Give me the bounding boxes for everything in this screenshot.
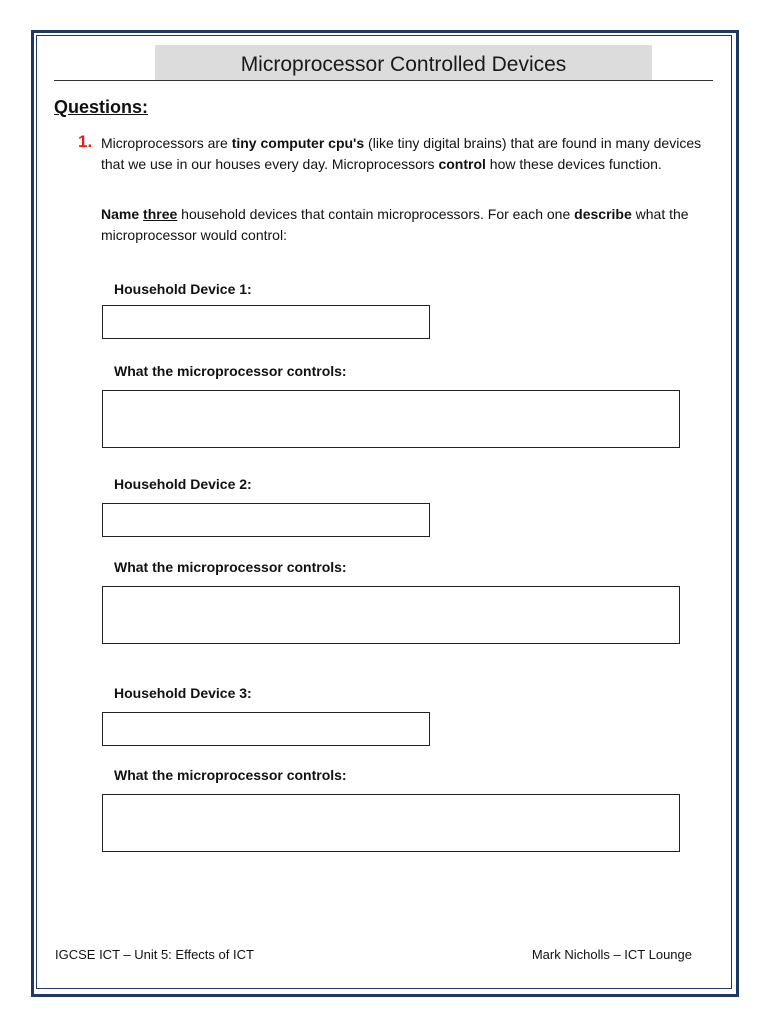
- device-1-controls-input[interactable]: [102, 390, 680, 448]
- instruction-text-2: what the microprocessor would control:: [101, 206, 689, 243]
- device-1-controls-label: What the microprocessor controls:: [114, 363, 347, 379]
- device-3-input[interactable]: [102, 712, 430, 746]
- device-3-controls-label: What the microprocessor controls:: [114, 767, 347, 783]
- intro-text-2: (like tiny digital brains) that are found in many devices that we use in our houses every day. Microprocessors: [101, 135, 702, 172]
- questions-heading: Questions:: [54, 97, 149, 117]
- intro-bold-1: tiny computer cpu's: [231, 135, 365, 151]
- question-intro-paragraph: [101, 133, 711, 175]
- intro-bold-2: control: [438, 156, 486, 172]
- instruction-bold-2: describe: [574, 206, 632, 222]
- intro-text-1: Microprocessors are: [101, 135, 232, 151]
- device-1-input[interactable]: [102, 305, 430, 339]
- instruction-bold-underline: three: [143, 206, 178, 222]
- question-number: 1.: [78, 132, 93, 151]
- instruction-bold-1: Name: [101, 206, 144, 222]
- device-2-controls-input[interactable]: [102, 586, 680, 644]
- device-2-label: Household Device 2:: [114, 476, 252, 492]
- device-1-label: Household Device 1:: [114, 281, 252, 297]
- footer-author: Mark Nicholls – ICT Lounge: [531, 947, 692, 962]
- device-3-label: Household Device 3:: [114, 685, 252, 701]
- device-2-input[interactable]: [102, 503, 430, 537]
- intro-text-3: how these devices function.: [485, 156, 662, 172]
- title-divider: [54, 80, 713, 81]
- footer-unit: IGCSE ICT – Unit 5: Effects of ICT: [55, 947, 254, 962]
- instruction-text-1: household devices that contain microprocessors. For each one: [177, 206, 575, 222]
- device-2-controls-label: What the microprocessor controls:: [114, 559, 347, 575]
- page-title: Microprocessor Controlled Devices: [155, 45, 652, 80]
- question-instruction-paragraph: [101, 204, 711, 246]
- device-3-controls-input[interactable]: [102, 794, 680, 852]
